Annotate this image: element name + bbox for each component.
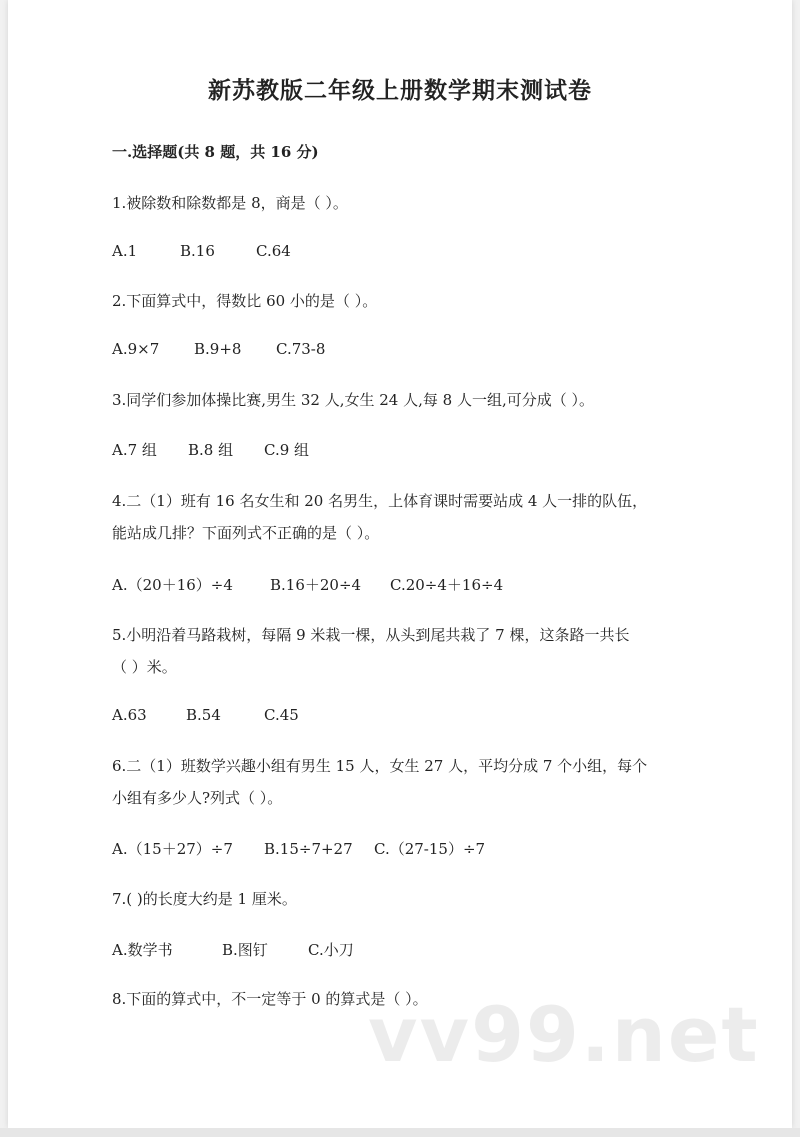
question-6-options (112, 838, 485, 859)
option-b: B.15÷7+27 (264, 840, 353, 858)
question-2-text: 2.下面算式中，得数比 60 小的是（ ）。 (112, 292, 378, 310)
question-4-text-line-2: 能站成几排？下面列式不正确的是（ ）。 (112, 524, 380, 542)
option-a: A.1 (112, 242, 138, 260)
question-5-text-line-2: （ ）米。 (112, 658, 177, 676)
option-c: C.20÷4＋16÷4 (390, 576, 504, 594)
option-b: B.图钉 (222, 941, 268, 959)
option-a: A.63 (112, 706, 147, 724)
option-a: A.数学书 (112, 941, 173, 959)
question-6-text-line-1: 6.二（1）班数学兴趣小组有男生 15 人，女生 27 人，平均分成 7 个小组，每个 (112, 757, 648, 775)
question-7-options (112, 939, 354, 960)
question-4-text-line-1: 4.二（1）班有 16 名女生和 20 名男生，上体育课时需要站成 4 人一排的队伍， (112, 492, 648, 510)
option-b: B.16＋20÷4 (270, 576, 362, 594)
document-page (8, 0, 792, 1128)
option-a: A.7 组 (112, 441, 157, 459)
watermark: vv99.net (368, 990, 760, 1079)
question-2-options (112, 340, 325, 358)
option-c: C.小刀 (308, 941, 354, 959)
option-a: A.（15＋27）÷7 (112, 840, 233, 858)
question-5-options (112, 706, 299, 724)
option-c: C.45 (264, 706, 299, 724)
option-c: C.64 (256, 242, 291, 260)
question-7-text: 7.( )的长度大约是 1 厘米。 (112, 890, 297, 908)
section-heading: 一.选择题(共 8 题，共 16 分) (112, 143, 319, 161)
page-title: 新苏教版二年级上册数学期末测试卷 (208, 77, 592, 104)
option-c: C.9 组 (264, 441, 310, 459)
option-a: A.9×7 (112, 340, 160, 358)
option-b: B.9+8 (194, 340, 242, 358)
option-c: C.73-8 (276, 340, 326, 358)
question-5-text-line-1: 5.小明沿着马路栽树，每隔 9 米栽一棵，从头到尾共栽了 7 棵，这条路一共长 (112, 626, 630, 644)
option-c: C.（27-15）÷7 (374, 840, 486, 858)
option-b: B.54 (186, 706, 221, 724)
question-6-text-line-2: 小组有多少人?列式（ ）。 (112, 789, 283, 807)
option-b: B.16 (180, 242, 215, 260)
option-a: A.（20＋16）÷4 (112, 576, 233, 594)
page-bottom-edge (0, 1128, 800, 1137)
question-8-text: 8.下面的算式中，不一定等于 0 的算式是（ ）。 (112, 990, 428, 1008)
question-4-options (112, 574, 503, 595)
question-1-options (112, 242, 291, 260)
question-3-text: 3.同学们参加体操比赛,男生 32 人,女生 24 人,每 8 人一组,可分成（ ）。 (112, 391, 594, 409)
question-1-text: 1.被除数和除数都是 8，商是（ ）。 (112, 194, 348, 212)
question-3-options (112, 439, 309, 460)
option-b: B.8 组 (188, 441, 234, 459)
